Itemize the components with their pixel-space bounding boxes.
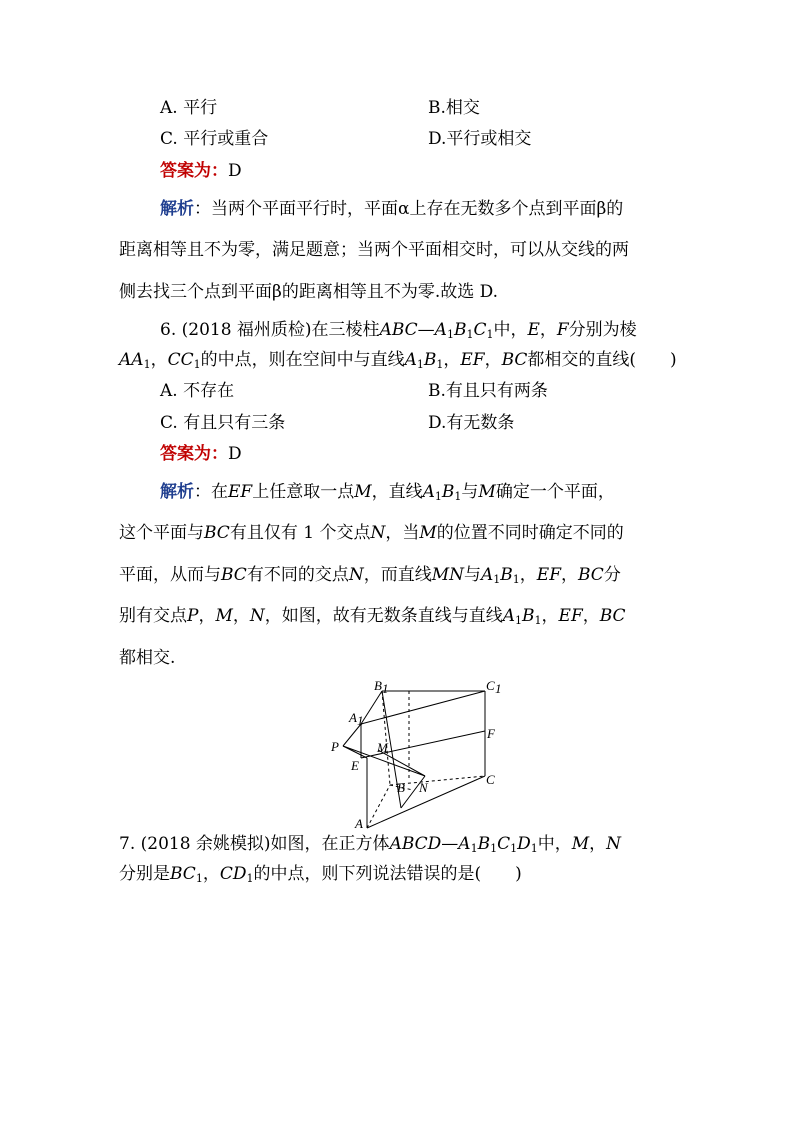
- q6-analysis-label: 解析: [160, 482, 194, 502]
- edge-b1-b-hidden: [382, 691, 390, 785]
- q6-answer: [160, 443, 242, 465]
- label-B: B: [397, 780, 405, 795]
- q6-analysis-line-2: 这个平面与BC有且仅有 1 个交点N，当M的位置不同时确定不同的: [119, 523, 624, 543]
- svg-text:1: 1: [357, 713, 364, 728]
- label-N: N: [419, 780, 428, 795]
- label-E: E: [351, 758, 359, 773]
- q6-analysis-line-3: 平面，从而与BC有不同的交点N，而直线MN与$A_1B_1$，EF，BC分: [119, 565, 621, 586]
- q5-answer-value: D: [228, 161, 242, 181]
- q7-stem-line-1: 7. (2018 余姚模拟)如图，在正方体$ABCD—A_1B_1C_1D_1$中，M，N: [119, 834, 622, 855]
- label-A: A: [355, 816, 363, 830]
- q6-option-b: B.有且只有两条: [428, 381, 548, 401]
- label-F: F: [487, 726, 495, 741]
- label-C: C: [486, 772, 495, 787]
- q5-option-c: C. 平行或重合: [160, 129, 269, 149]
- label-A1: A: [349, 710, 357, 725]
- q5-analysis-line-3: 侧去找三个点到平面β的距离相等且不为零.故选 D.: [119, 282, 499, 302]
- label-C1: C: [486, 680, 495, 693]
- q5-option-a: A. 平行: [160, 98, 218, 118]
- q5-analysis-line-2: 距离相等且不为零，满足题意；当两个平面相交时，可以从交线的两: [119, 240, 629, 260]
- q6-option-c: C. 有且只有三条: [160, 413, 286, 433]
- q6-option-d: D.有无数条: [428, 413, 515, 433]
- label-B1: B: [374, 680, 382, 693]
- svg-text:1: 1: [495, 681, 502, 696]
- q5-answer: [160, 160, 242, 182]
- q5-option-b: B.相交: [428, 98, 480, 118]
- svg-text:1: 1: [382, 681, 389, 696]
- prism-figure: [325, 680, 515, 830]
- q5-analysis-line-1: 解析：当两个平面平行时，平面α上存在无数多个点到平面β的: [160, 199, 624, 219]
- q5-answer-label: 答案为：: [160, 161, 228, 181]
- q6-option-a: A. 不存在: [160, 381, 235, 401]
- q6-answer-label: 答案为：: [160, 444, 228, 464]
- q5-analysis-label: 解析: [160, 199, 194, 219]
- q6-answer-value: D: [228, 444, 242, 464]
- label-P: P: [331, 739, 339, 754]
- label-M: M: [377, 740, 388, 755]
- q5-option-d: D.平行或相交: [428, 129, 532, 149]
- q6-analysis-line-4: 别有交点P，M，N，如图，故有无数条直线与直线$A_1B_1$，EF，BC: [119, 606, 626, 627]
- q6-stem-line-2: $AA_1$，$CC_1$的中点，则在空间中与直线$A_1B_1$，EF，BC都相交的直线( ): [119, 350, 677, 371]
- q7-stem-line-2: 分别是$BC_1$，$CD_1$的中点，则下列说法错误的是( ): [119, 864, 522, 885]
- q6-analysis-line-1: 解析：在EF上任意取一点M，直线$A_1B_1$与M确定一个平面，: [160, 482, 615, 503]
- edge-a1-c1: [361, 691, 485, 724]
- edge-a-b-hidden: [367, 785, 390, 828]
- q6-analysis-line-5: 都相交.: [119, 648, 176, 668]
- q6-stem-line-1: 6. (2018 福州质检)在三棱柱$ABC—A_1B_1C_1$中，E，F分别为棱: [160, 320, 637, 341]
